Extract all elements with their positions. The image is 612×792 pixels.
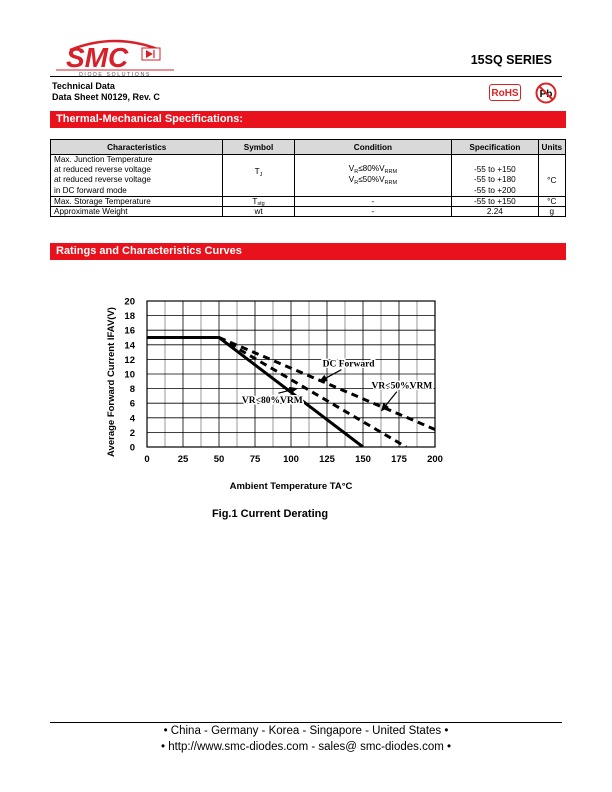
cell-specification: 2.24 xyxy=(452,206,538,216)
cell-symbol xyxy=(223,206,294,216)
col-header-characteristics: Characteristics xyxy=(51,140,223,155)
table-row xyxy=(51,155,566,197)
thermal-section-title: Thermal-Mechanical Specifications: xyxy=(50,111,566,128)
cond-sub: RRM xyxy=(384,168,398,175)
company-logo xyxy=(52,34,178,78)
header-divider xyxy=(50,76,562,77)
symbol-sub: stg xyxy=(257,201,265,208)
annotation-label: VR<50%VRM xyxy=(371,381,433,392)
curves-section-title: Ratings and Characteristics Curves xyxy=(50,243,566,260)
cond-sub: R xyxy=(354,168,359,175)
cell-units: °C xyxy=(538,155,565,197)
x-tick-label: 75 xyxy=(249,454,261,465)
figure-caption: Fig.1 Current Derating xyxy=(211,508,329,520)
cell-symbol xyxy=(223,155,294,197)
cond-sub: R xyxy=(354,179,359,186)
rohs-badge: RoHS xyxy=(489,84,521,101)
chart-canvas xyxy=(100,292,460,497)
cond-sub: RRM xyxy=(384,179,398,186)
y-tick-label: 2 xyxy=(129,427,135,439)
x-tick-label: 200 xyxy=(427,454,443,465)
y-tick-label: 12 xyxy=(124,354,135,366)
x-tick-label: 150 xyxy=(355,454,371,465)
cell-units: °C xyxy=(538,196,565,206)
cell-specification xyxy=(452,155,538,197)
cell-symbol xyxy=(223,196,294,206)
current-derating-chart xyxy=(100,292,460,497)
cell-units: g xyxy=(538,206,565,216)
cond-text: ≤50%V xyxy=(358,175,385,185)
cell-specification: -55 to +150 xyxy=(452,196,538,206)
x-tick-label: 100 xyxy=(283,454,299,465)
x-axis-label: Ambient Temperature TA°C xyxy=(229,481,353,492)
char-line: Max. Junction Temperature xyxy=(54,155,153,164)
table-row xyxy=(51,206,566,216)
cond-symbol: V xyxy=(348,164,355,173)
y-tick-label: 16 xyxy=(124,325,135,337)
symbol-main: T xyxy=(252,196,258,206)
annotation-label: VR<80%VRM xyxy=(241,396,303,407)
cell-condition: - xyxy=(294,196,452,206)
y-tick-label: 8 xyxy=(129,384,135,396)
symbol-main: wt xyxy=(254,206,263,216)
char-line: at reduced reverse voltage xyxy=(54,175,151,185)
footer-contact: • http://www.smc-diodes.com - sales@ smc-diodes.com • xyxy=(160,741,452,753)
cond-text: ≤80%V xyxy=(358,164,385,173)
spec-line: -55 to +200 xyxy=(474,185,516,195)
symbol-main: T xyxy=(254,167,260,176)
y-tick-label: 10 xyxy=(124,369,135,381)
y-tick-label: 20 xyxy=(124,296,135,308)
col-header-condition: Condition xyxy=(294,140,452,155)
col-header-specification: Specification xyxy=(452,140,538,155)
y-tick-label: 0 xyxy=(129,442,135,454)
col-header-units: Units xyxy=(538,140,565,155)
x-tick-label: 25 xyxy=(177,454,189,465)
char-line: in DC forward mode xyxy=(54,185,127,195)
cell-condition xyxy=(294,155,452,197)
y-tick-label: 14 xyxy=(124,340,135,352)
lead-free-icon xyxy=(535,82,557,104)
condition-line xyxy=(298,175,449,186)
document-info xyxy=(52,81,160,103)
char-line: at reduced reverse voltage xyxy=(54,165,151,175)
spec-line: -55 to +180 xyxy=(474,175,516,185)
y-tick-label: 4 xyxy=(129,413,135,425)
annotation-label: DC Forward xyxy=(322,359,375,370)
y-axis-label: Average Forward Current IFAV(V) xyxy=(106,307,117,457)
thermal-spec-table xyxy=(50,139,566,217)
logo-tagline: DIODE SOLUTIONS xyxy=(79,72,151,78)
pb-label: Pb xyxy=(539,89,553,100)
document-type: Technical Data xyxy=(52,81,115,91)
cell-characteristics xyxy=(51,155,223,197)
cond-symbol: V xyxy=(348,175,355,185)
datasheet-number: Data Sheet N0129, Rev. C xyxy=(52,92,160,102)
cell-characteristics: Approximate Weight xyxy=(51,206,223,216)
condition-line xyxy=(298,164,449,175)
symbol-sub: J xyxy=(259,171,263,178)
col-header-symbol: Symbol xyxy=(223,140,294,155)
footer-divider xyxy=(50,722,562,723)
cell-characteristics: Max. Storage Temperature xyxy=(51,196,223,206)
logo-text: SMC xyxy=(66,42,129,73)
x-tick-label: 175 xyxy=(391,454,407,465)
spec-line: -55 to +150 xyxy=(474,165,516,175)
table-header-row xyxy=(51,140,566,155)
annotation-arrow xyxy=(382,392,397,411)
annotation-arrow xyxy=(320,370,342,382)
series-title: 15SQ SERIES xyxy=(470,53,552,67)
x-tick-label: 125 xyxy=(319,454,335,465)
y-tick-label: 18 xyxy=(124,311,135,323)
y-tick-label: 6 xyxy=(129,398,135,410)
footer-locations: • China - Germany - Korea - Singapore - United States • xyxy=(163,725,449,737)
derating-curve-1 xyxy=(147,338,406,448)
table-row xyxy=(51,196,566,206)
cell-condition: - xyxy=(294,206,452,216)
diode-symbol-icon xyxy=(142,48,160,60)
x-tick-label: 0 xyxy=(144,454,150,465)
x-tick-label: 50 xyxy=(213,454,225,465)
